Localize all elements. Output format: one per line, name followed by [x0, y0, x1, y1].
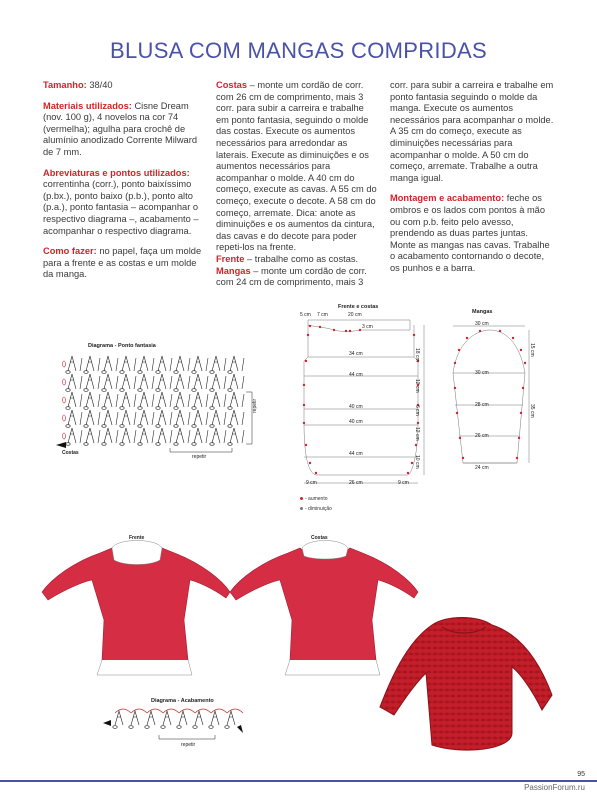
double-crochet-stitch	[122, 410, 136, 425]
costas-label: Costas	[216, 80, 248, 90]
measure-44cm-bottom: 44 cm	[349, 451, 363, 457]
acabamento-repetir-bracket	[159, 735, 215, 739]
tamanho-label: Tamanho:	[43, 80, 87, 90]
sleeve-35cm: 35 cm	[529, 404, 535, 418]
pattern-marker	[303, 384, 305, 386]
acabamento-stitch	[179, 711, 187, 725]
chain-stitch	[102, 443, 106, 446]
double-crochet-stitch	[230, 356, 244, 371]
acabamento-stitch	[211, 711, 219, 725]
pattern-marker	[415, 444, 417, 446]
chain-stitch	[156, 371, 160, 374]
chain-stitch	[84, 371, 88, 374]
double-crochet-stitch	[86, 410, 100, 425]
acabamento-start-arrow-icon	[103, 720, 111, 726]
sweater-photo-shape	[380, 618, 552, 751]
chain-stitch	[120, 389, 124, 392]
chain-stitch	[66, 407, 70, 410]
double-crochet-stitch	[230, 428, 244, 443]
turning-chain	[63, 379, 66, 385]
acabamento-picot	[115, 709, 131, 713]
materiais-paragraph	[43, 101, 205, 159]
pattern-marker	[345, 330, 347, 332]
como-fazer-label: Como fazer:	[43, 246, 97, 257]
double-crochet-stitch	[158, 392, 172, 407]
frente-value: – trabalhe como as costas.	[244, 253, 359, 264]
start-arrow-icon	[56, 442, 66, 448]
acabamento-stitch	[147, 711, 155, 725]
pattern-marker	[309, 462, 311, 464]
double-crochet-stitch	[194, 410, 208, 425]
acabamento-chain	[177, 726, 181, 729]
double-crochet-stitch	[68, 374, 82, 389]
mangas-paragraph	[216, 266, 378, 289]
turning-chain	[63, 433, 66, 439]
chain-stitch	[120, 371, 124, 374]
acabamento-stitch	[115, 711, 123, 725]
chain-stitch	[210, 389, 214, 392]
measure-7cm: 7 cm	[317, 312, 328, 318]
chain-stitch	[228, 443, 232, 446]
pattern-marker	[319, 326, 321, 328]
double-crochet-stitch	[122, 392, 136, 407]
measure-18cm: 18 cm	[414, 348, 420, 362]
double-crochet-stitch	[176, 392, 190, 407]
frente-mannequin-base	[97, 660, 192, 675]
acabamento-chain	[113, 726, 117, 729]
double-crochet-stitch	[230, 374, 244, 389]
double-crochet-stitch	[158, 428, 172, 443]
costas-paragraph	[216, 80, 378, 254]
measure-3cm: 3 cm	[362, 324, 373, 330]
costas-mannequin-neck	[302, 541, 348, 560]
double-crochet-stitch	[176, 410, 190, 425]
mangas-title: Mangas	[472, 309, 493, 315]
mangas-pattern	[445, 318, 535, 478]
frente-sweater-shape	[42, 548, 230, 668]
chain-stitch	[210, 443, 214, 446]
legend-aumento	[300, 496, 328, 502]
double-crochet-stitch	[230, 410, 244, 425]
pattern-marker	[315, 472, 317, 474]
montagem-label: Montagem e acabamento:	[390, 193, 505, 204]
double-crochet-stitch	[176, 428, 190, 443]
acabamento-diagram	[103, 703, 253, 743]
turning-chain	[63, 397, 66, 403]
sleeve-marker	[518, 437, 520, 439]
measure-6cm: 6 cm	[414, 405, 420, 416]
double-crochet-stitch	[104, 410, 118, 425]
measure-44cm-top: 44 cm	[349, 372, 363, 378]
sleeve-marker	[454, 362, 456, 364]
chain-stitch	[192, 443, 196, 446]
double-crochet-stitch	[212, 374, 226, 389]
sleeve-marker	[466, 337, 468, 339]
acabamento-stitch	[195, 711, 203, 725]
double-crochet-stitch	[122, 428, 136, 443]
repetir-horizontal-label: repetir	[192, 454, 207, 460]
chain-stitch	[192, 425, 196, 428]
legend-aumento-text: - aumento	[305, 496, 328, 502]
pattern-marker	[359, 329, 361, 331]
pattern-marker	[349, 330, 351, 332]
page-number: 95	[577, 771, 585, 778]
measure-40cm-b: 40 cm	[349, 419, 363, 425]
repetir-vertical-label: repetir	[252, 398, 258, 413]
costas-start-label: Costas	[62, 450, 79, 456]
double-crochet-stitch	[158, 374, 172, 389]
chain-stitch	[120, 407, 124, 410]
double-crochet-stitch	[212, 410, 226, 425]
measure-40cm-a: 40 cm	[349, 404, 363, 410]
frente-illustration	[42, 540, 232, 680]
chain-stitch	[84, 443, 88, 446]
frente-paragraph	[216, 254, 378, 266]
materiais-label: Materiais utilizados:	[43, 100, 132, 111]
sleeve-marker	[456, 412, 458, 414]
sleeve-marker	[459, 437, 461, 439]
chain-stitch	[192, 389, 196, 392]
pattern-marker	[333, 329, 335, 331]
frente-illustration-label: Frente	[129, 535, 145, 541]
acabamento-picot	[163, 709, 179, 713]
chain-stitch	[210, 425, 214, 428]
sleeve-marker	[499, 330, 501, 332]
footer-rule	[0, 780, 597, 782]
turning-chain	[63, 415, 66, 421]
double-crochet-stitch	[104, 392, 118, 407]
diminuicao-marker-icon	[300, 507, 303, 510]
frente-mannequin-neck	[112, 541, 162, 565]
chain-stitch	[192, 407, 196, 410]
sleeve-28cm: 28 cm	[475, 402, 489, 408]
tamanho-value: 38/40	[86, 80, 113, 90]
sleeve-marker	[462, 457, 464, 459]
chain-stitch	[84, 389, 88, 392]
acabamento-chain	[193, 726, 197, 729]
pattern-marker	[305, 360, 307, 362]
double-crochet-stitch	[68, 356, 82, 371]
pattern-marker	[307, 334, 309, 336]
chain-stitch	[84, 425, 88, 428]
measure-10cm: 10 cm	[414, 455, 420, 469]
double-crochet-stitch	[230, 392, 244, 407]
chain-stitch	[174, 425, 178, 428]
ponto-fantasia-diagram	[62, 352, 262, 462]
pattern-marker	[305, 444, 307, 446]
sweater-photo	[372, 615, 562, 760]
frente-label: Frente	[216, 253, 245, 264]
double-crochet-stitch	[86, 428, 100, 443]
acabamento-picot	[211, 709, 227, 713]
sleeve-marker	[516, 457, 518, 459]
chain-stitch	[156, 443, 160, 446]
measure-12cm-a: 12 cm	[414, 379, 420, 393]
chain-stitch	[174, 371, 178, 374]
double-crochet-stitch	[212, 428, 226, 443]
chain-stitch	[102, 407, 106, 410]
text-column-1	[43, 80, 205, 290]
chain-stitch	[210, 371, 214, 374]
sleeve-marker	[479, 330, 481, 332]
sleeve-marker	[454, 387, 456, 389]
acabamento-end-arrow-icon	[237, 725, 243, 733]
chain-stitch	[138, 371, 142, 374]
acabamento-repetir-label: repetir	[181, 742, 196, 748]
double-crochet-stitch	[68, 392, 82, 407]
sleeve-marker	[522, 387, 524, 389]
chain-stitch	[84, 407, 88, 410]
abreviaturas-paragraph	[43, 168, 205, 238]
sleeve-marker	[520, 412, 522, 414]
chain-stitch	[138, 425, 142, 428]
double-crochet-stitch	[176, 356, 190, 371]
pattern-marker	[407, 472, 409, 474]
measure-26cm: 26 cm	[349, 480, 363, 486]
sleeve-30cm: 30 cm	[475, 370, 489, 376]
pattern-marker	[303, 422, 305, 424]
tamanho-paragraph	[43, 80, 205, 92]
double-crochet-stitch	[194, 356, 208, 371]
acabamento-picot	[147, 709, 163, 713]
chain-stitch	[228, 407, 232, 410]
double-crochet-stitch	[158, 356, 172, 371]
measure-12cm-b: 12 cm	[414, 427, 420, 441]
double-crochet-stitch	[140, 392, 154, 407]
double-crochet-stitch	[158, 410, 172, 425]
turning-chain	[63, 361, 66, 367]
measure-20cm: 20 cm	[348, 312, 362, 318]
costas-illustration-label: Costas	[311, 535, 328, 541]
costas-value: – monte um cordão de corr. com 26 cm de comprimento, mais 3 corr. para subir a carreira e trabalhe em ponto fantasia, seguindo o molde das costas. Execute os aumentos necessários para arredondar as laterais. Execute as diminuições e os aumentos necessários para acompanhar o molde. A 40 cm do começo, execute as cavas. A 55 cm do começo, execute o decote. A 58 cm do começo, arremate. Dica: anote as diminuições e os aumentos da cintura, das cavas e do decote para poder repeti-los na frente.	[216, 80, 377, 253]
double-crochet-stitch	[212, 356, 226, 371]
text-column-2	[216, 80, 378, 289]
measure-9cm-right: 9 cm	[398, 480, 409, 486]
pattern-marker	[413, 334, 415, 336]
acabamento-chain	[161, 726, 165, 729]
chain-stitch	[102, 371, 106, 374]
double-crochet-stitch	[140, 374, 154, 389]
sleeve-30cm-top: 30 cm	[475, 321, 489, 327]
double-crochet-stitch	[194, 392, 208, 407]
como-fazer-value: no papel, faça um molde para a frente e as costas e um molde da manga.	[43, 246, 202, 280]
chain-stitch	[228, 425, 232, 428]
acabamento-picot	[227, 709, 243, 713]
abreviaturas-label: Abreviaturas e pontos utilizados:	[43, 167, 190, 178]
chain-stitch	[138, 443, 142, 446]
double-crochet-stitch	[140, 410, 154, 425]
double-crochet-stitch	[140, 356, 154, 371]
chain-stitch	[120, 443, 124, 446]
stitch-grid	[63, 356, 244, 445]
como-fazer-paragraph	[43, 246, 205, 281]
double-crochet-stitch	[122, 356, 136, 371]
double-crochet-stitch	[212, 392, 226, 407]
montagem-value: feche os ombros e os lados com pontos à mão ou com p.b. feito pelo avesso, prendendo as duas partes juntas. Monte as mangas nas cavas. Trabalhe o acabamento contornando o decote, os punhos e a barra.	[390, 193, 550, 273]
chain-stitch	[192, 371, 196, 374]
double-crochet-stitch	[68, 428, 82, 443]
double-crochet-stitch	[68, 410, 82, 425]
chain-stitch	[138, 389, 142, 392]
legend-diminuicao-text: - diminuição	[305, 506, 332, 512]
sleeve-pattern-marks	[454, 330, 526, 459]
chain-stitch	[66, 425, 70, 428]
chain-stitch	[120, 425, 124, 428]
aumento-marker-icon	[300, 497, 303, 500]
acabamento-stitch	[227, 711, 235, 725]
double-crochet-stitch	[176, 374, 190, 389]
pattern-marker	[303, 404, 305, 406]
chain-stitch	[156, 407, 160, 410]
sleeve-marker	[512, 337, 514, 339]
text-column-3	[390, 80, 555, 284]
costas-mannequin-base	[285, 660, 380, 675]
legend-diminuicao	[300, 506, 332, 512]
double-crochet-stitch	[104, 374, 118, 389]
mangas-continuation: corr. para subir a carreira e trabalhe em ponto fantasia seguindo o molde da manga. Execute os aumentos necessários para acompanhar o molde. A 35 cm do começo, execute as diminuições necessárias para acompanhar o molde. A 50 cm do começo, arremate. Trabalhe a outra manga igual.	[390, 80, 554, 183]
abreviaturas-value: correntinha (corr.), ponto baixíssimo (p.bx.), ponto baixo (p.b.), ponto alto (p.a.), ponto fantasia – acompanhar o respectivo diagrama –, acabamento – acompanhar o respectivo diagrama.	[43, 179, 199, 236]
chain-stitch	[174, 389, 178, 392]
double-crochet-stitch	[86, 356, 100, 371]
sleeve-24cm: 24 cm	[475, 465, 489, 471]
double-crochet-stitch	[140, 428, 154, 443]
acabamento-title: Diagrama - Acabamento	[151, 698, 214, 704]
chain-stitch	[174, 443, 178, 446]
chain-stitch	[228, 389, 232, 392]
double-crochet-stitch	[104, 356, 118, 371]
pattern-marker	[417, 422, 419, 424]
montagem-paragraph	[390, 193, 555, 274]
acabamento-stitches	[113, 709, 243, 728]
chain-stitch	[66, 443, 70, 446]
acabamento-picot	[179, 709, 195, 713]
chain-stitch	[66, 371, 70, 374]
chain-stitch	[210, 407, 214, 410]
chain-stitch	[156, 389, 160, 392]
measure-9cm-left: 9 cm	[306, 480, 317, 486]
sleeve-marker	[520, 349, 522, 351]
pattern-marker	[411, 462, 413, 464]
frente-costas-title: Frente e costas	[338, 304, 379, 310]
page-title: BLUSA COM MANGAS COMPRIDAS	[110, 38, 487, 63]
chain-stitch	[156, 425, 160, 428]
chain-stitch	[102, 389, 106, 392]
materiais-value: Cisne Dream (nov. 100 g), 4 novelos na cor 74 (vermelha); agulha para crochê de alumínio anodizado Corrente Milward de 7 mm.	[43, 100, 197, 157]
chain-stitch	[66, 389, 70, 392]
watermark: PassionForum.ru	[524, 783, 585, 792]
acabamento-stitch	[163, 711, 171, 725]
repetir-horizontal-bracket	[170, 448, 232, 452]
chain-stitch	[228, 371, 232, 374]
acabamento-chain	[129, 726, 133, 729]
chain-stitch	[174, 407, 178, 410]
measure-5cm: 5 cm	[300, 312, 311, 318]
acabamento-chain	[209, 726, 213, 729]
mangas-value: – monte um cordão de corr. com 24 cm de comprimento, mais 3	[216, 265, 367, 288]
acabamento-stitch	[131, 711, 139, 725]
double-crochet-stitch	[122, 374, 136, 389]
sleeve-marker	[458, 349, 460, 351]
double-crochet-stitch	[104, 428, 118, 443]
double-crochet-stitch	[194, 428, 208, 443]
chain-stitch	[102, 425, 106, 428]
acabamento-picot	[131, 709, 147, 713]
chain-stitch	[138, 407, 142, 410]
acabamento-chain	[145, 726, 149, 729]
ponto-fantasia-title: Diagrama - Ponto fantasia	[88, 343, 156, 349]
measure-34cm: 34 cm	[349, 351, 363, 357]
sleeve-15cm: 15 cm	[529, 343, 535, 357]
sleeve-marker	[524, 362, 526, 364]
double-crochet-stitch	[194, 374, 208, 389]
acabamento-picot	[195, 709, 211, 713]
double-crochet-stitch	[86, 392, 100, 407]
pattern-marker	[309, 325, 311, 327]
sleeve-26cm: 26 cm	[475, 433, 489, 439]
double-crochet-stitch	[86, 374, 100, 389]
acabamento-chain	[225, 726, 229, 729]
mangas-label: Mangas	[216, 265, 251, 276]
